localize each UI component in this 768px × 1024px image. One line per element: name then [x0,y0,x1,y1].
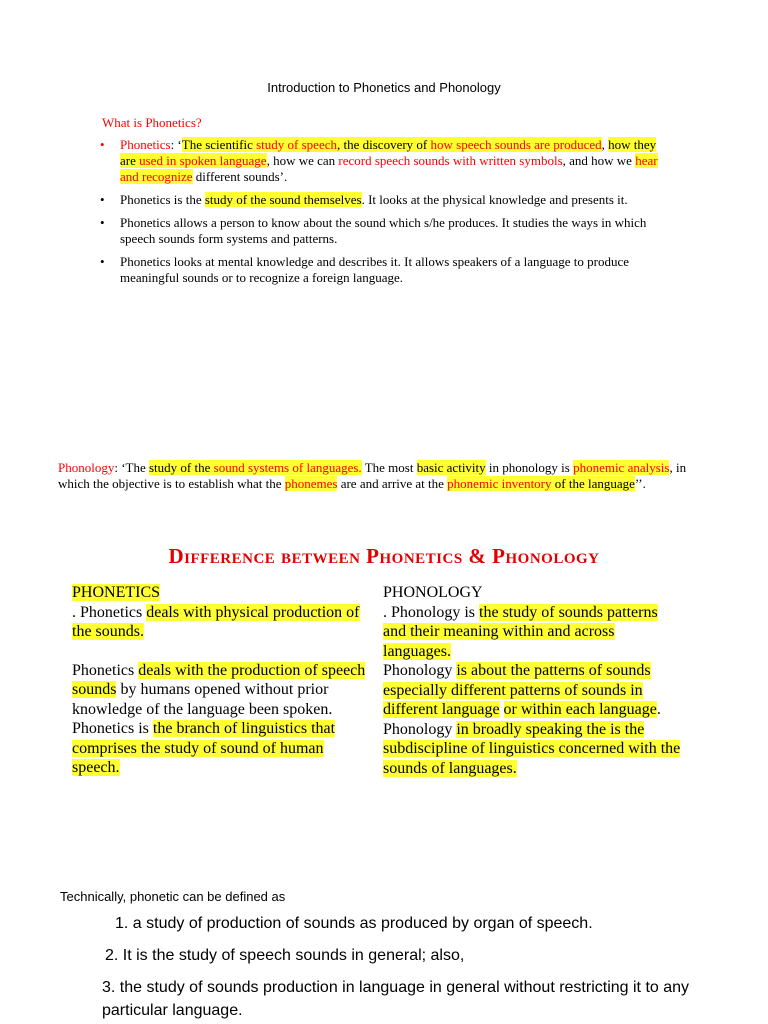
highlight-run: is about the patterns of sounds especially different patterns of sounds in different language [383,662,651,718]
text-run: , in which the objective is to establish what the [58,460,687,491]
highlight-run: how speech sounds are produced [430,137,602,152]
term-label: Phonology [58,460,115,475]
text-run: , how we can [266,153,339,168]
highlight-run: study of speech [256,137,337,152]
page-title: Introduction to Phonetics and Phonology [267,80,501,95]
column-paragraph [72,661,368,720]
text-run: different sounds’. [192,169,288,184]
text-run: in phonology is [485,460,574,475]
difference-heading: Difference between Phonetics & Phonology [168,544,600,568]
highlight-run: or within each language [503,701,657,718]
phonology-column [383,583,683,778]
text-run: . Phonetics [72,603,147,621]
text-run: . [656,701,661,718]
highlight-run: in broadly speaking the is the subdiscipline of linguistics concerned with the sounds of languages. [383,720,681,777]
highlight-run: phonemes [284,476,338,491]
list-item [100,192,668,208]
text-run: Phonetics is the [120,192,205,207]
column-paragraph [72,603,368,642]
text-run: , and how we [562,153,636,168]
bullet-icon: • [100,215,105,230]
highlight-run: phonemic inventory [447,476,552,491]
highlight-run: The scientific [181,137,257,152]
highlight-run: used in spoken language [139,153,267,168]
highlight-run: study of the sound themselves [204,192,362,207]
red-run: record speech sounds with written symbols [338,153,563,168]
technical-intro: Technically, phonetic can be defined as [60,889,286,904]
text-run: Phonology [383,662,457,679]
highlight-run: hear and recognize [120,153,658,184]
bullet-icon: • [100,137,105,152]
list-item [100,137,668,185]
text-run: Phonology [383,720,457,738]
phonetics-column [72,583,368,778]
numbered-item: 1. a study of production of sounds as produced by organ of speech. [115,915,593,932]
text-run: ’’. [634,476,646,491]
column-paragraph [383,720,683,779]
text-run: , [601,137,609,152]
text-run: : ‘ [170,137,182,152]
column-paragraph [383,603,683,662]
highlight-run: , the discovery of [337,137,431,152]
highlight-run: of the language [551,476,635,491]
highlight-run: deals with the production of speech sounds [72,661,366,698]
highlight-run: sound systems of languages. [213,460,362,475]
highlight-run: the study of sounds patterns and their meaning within and across languages. [383,603,658,660]
term-label: Phonetics [120,137,171,152]
section-question: What is Phonetics? [102,115,202,130]
numbered-item: 3. the study of sounds production in language in general without restricting it to any particular language. [102,979,690,1019]
bullet-icon: • [100,254,105,269]
text-run: Phonetics [72,661,139,679]
column-heading: PHONOLOGY [383,584,483,601]
list-item [100,215,668,247]
highlight-run: how they are [120,137,657,168]
text-run: Phonetics is [72,720,153,737]
text-run: Phonetics looks at mental knowledge and describes it. It allows speakers of a language to produce meaningful sounds or to recognize a foreign language. [120,254,630,285]
text-run: The most [361,460,417,475]
phonology-definition [58,460,698,492]
text-run: Phonetics allows a person to know about the sound which s/he produces. It studies the ways in which speech sounds form systems and patterns. [120,215,647,246]
highlight-run: deals with physical production of the sounds. [72,603,360,640]
highlight-run: study of the [149,460,214,475]
highlight-run: the branch of linguistics that comprises the study of sound of human speech. [72,720,336,776]
column-paragraph [383,661,683,720]
list-item [100,254,668,286]
text-run: . Phonology is [383,603,480,621]
phonetics-bullet-list [100,137,668,293]
column-paragraph [72,719,368,778]
text-run [500,701,504,718]
highlight-run: basic activity [416,460,486,475]
text-run: are and arrive at the [337,476,448,491]
text-run: : ‘The [114,460,149,475]
column-heading: PHONETICS [72,584,161,601]
text-run: by humans opened without prior knowledge of the language been spoken. [72,681,333,718]
bullet-icon: • [100,192,105,207]
numbered-item: 2. It is the study of speech sounds in general; also, [105,947,465,964]
highlight-run: phonemic analysis [573,460,670,475]
text-run: . It looks at the physical knowledge and presents it. [361,192,628,207]
